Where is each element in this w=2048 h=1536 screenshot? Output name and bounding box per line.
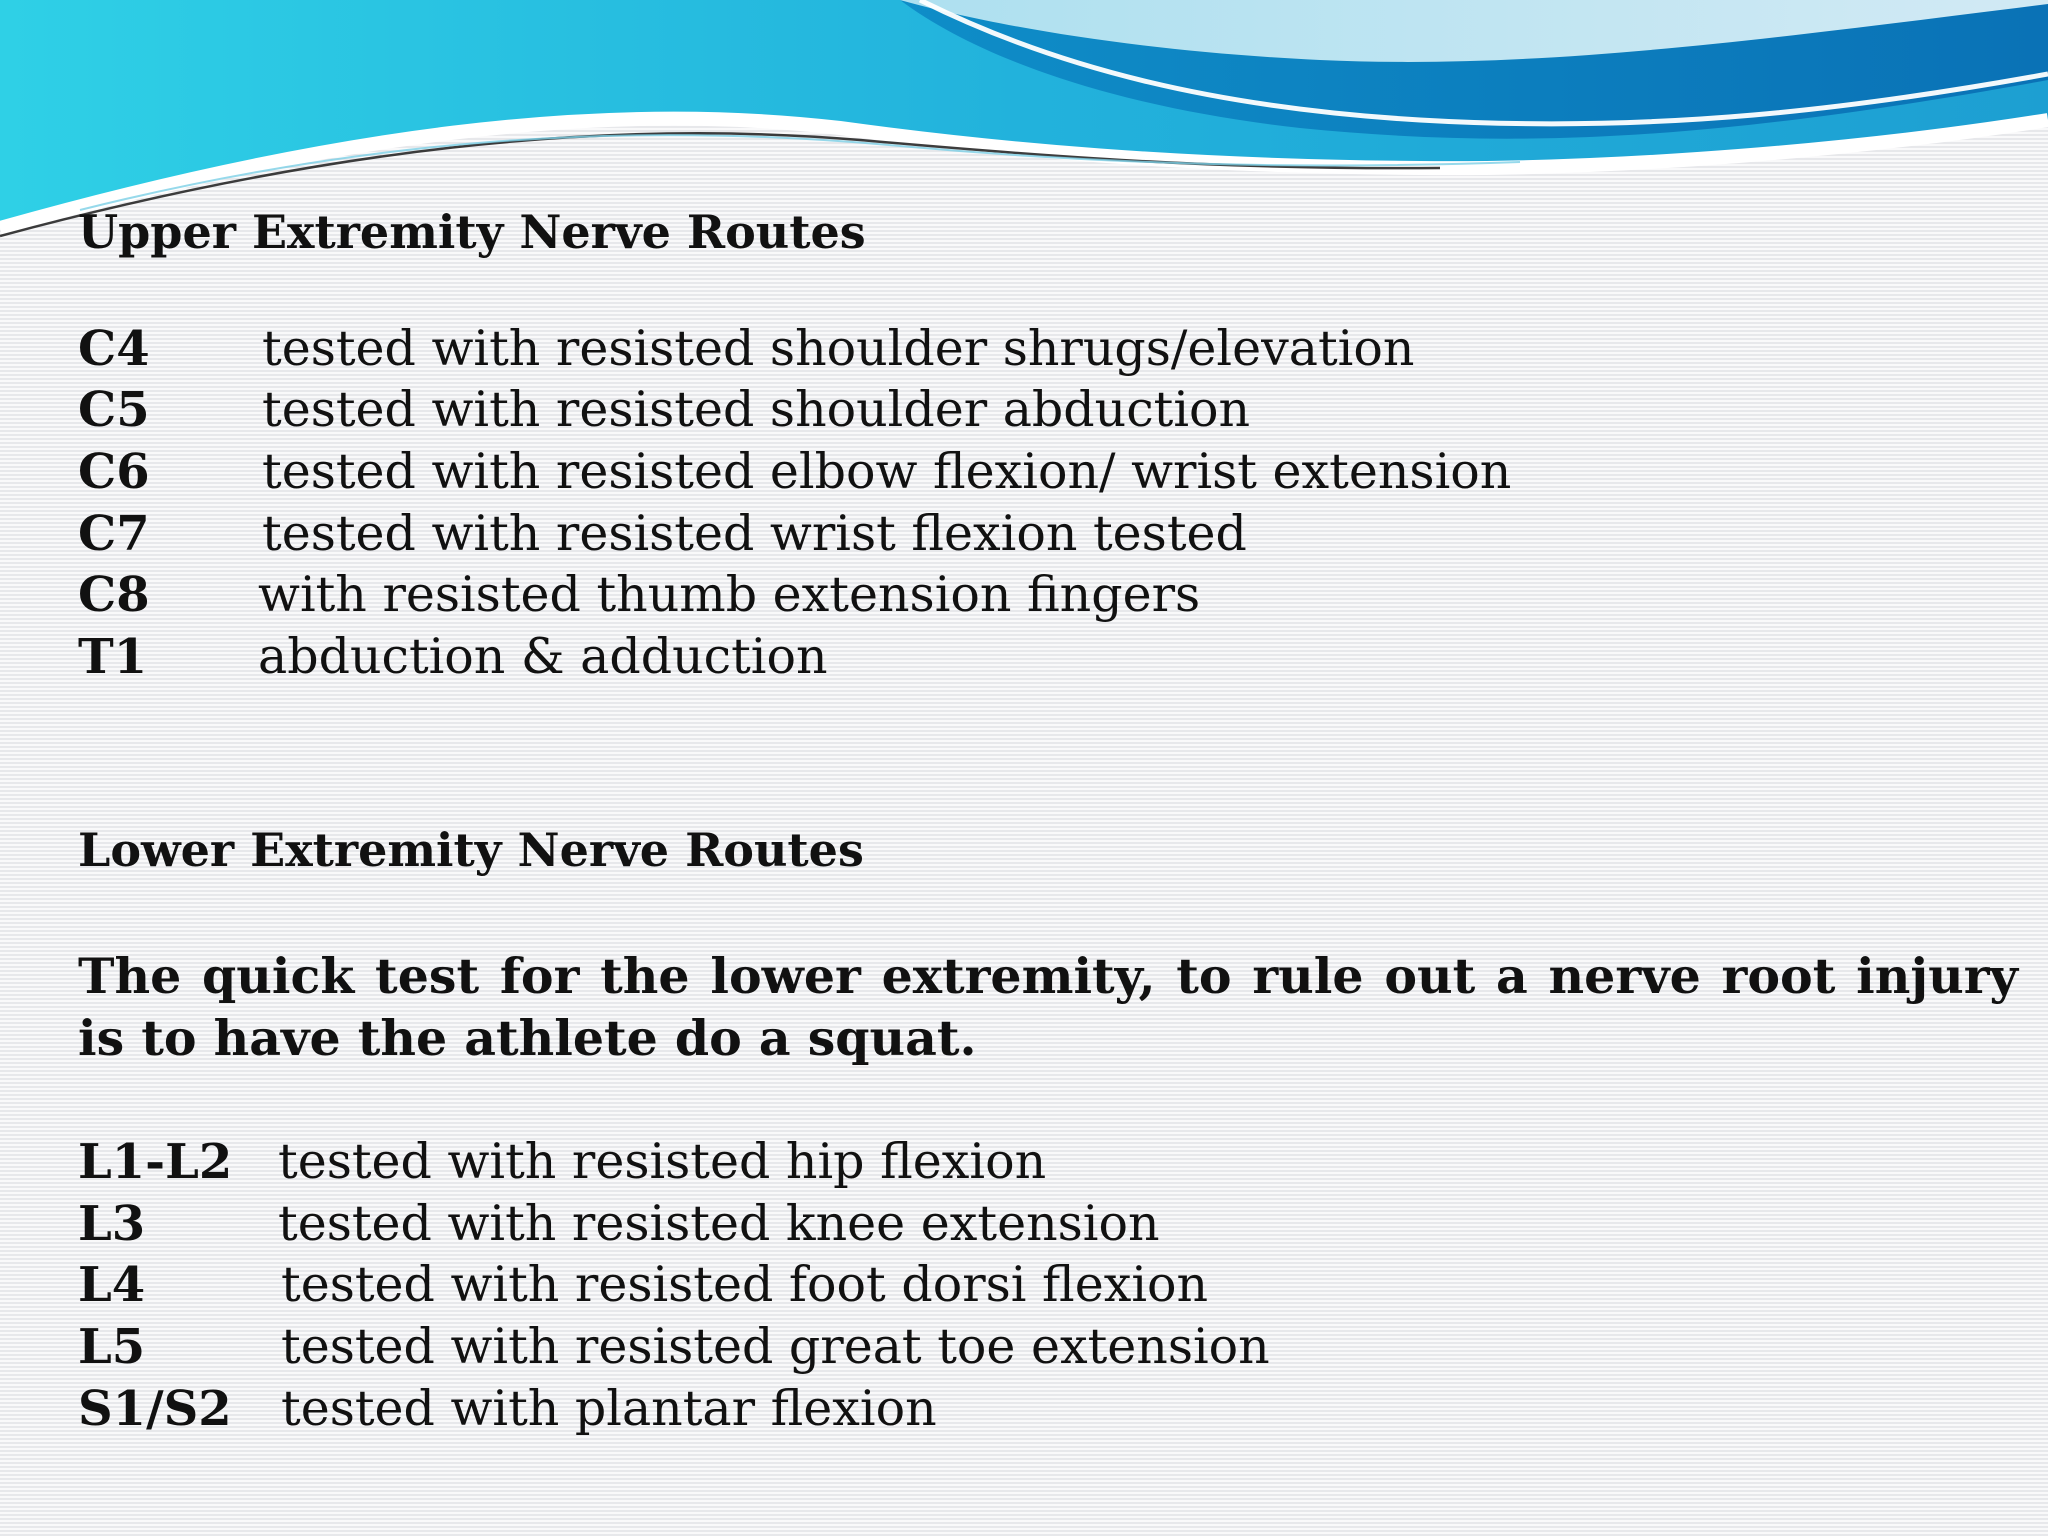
nerve-code: C8 [78, 567, 150, 623]
header-wave-decoration [0, 0, 2048, 240]
nerve-test-description: tested with resisted shoulder shrugs/elevation [262, 320, 1415, 377]
nerve-test-description: tested with resisted hip flexion [278, 1133, 1047, 1190]
nerve-code: L3 [78, 1196, 146, 1252]
nerve-code: C7 [78, 506, 150, 562]
nerve-code: L4 [78, 1257, 146, 1313]
nerve-test-description: tested with plantar flexion [281, 1380, 937, 1437]
nerve-code: T1 [78, 629, 148, 685]
nerve-code: L5 [78, 1319, 146, 1375]
nerve-test-description: tested with resisted knee extension [278, 1195, 1160, 1252]
nerve-test-description: tested with resisted wrist flexion tested [262, 505, 1247, 562]
lower-extremity-heading: Lower Extremity Nerve Routes [78, 823, 864, 877]
nerve-code: C6 [78, 444, 150, 500]
nerve-test-description: tested with resisted elbow flexion/ wrist extension [262, 443, 1512, 500]
nerve-test-description: with resisted thumb extension fingers [258, 566, 1201, 623]
nerve-code: L1-L2 [78, 1134, 233, 1190]
nerve-test-description: tested with resisted foot dorsi flexion [281, 1256, 1209, 1313]
nerve-test-description: abduction & adduction [258, 628, 828, 685]
nerve-code: S1/S2 [78, 1381, 232, 1437]
nerve-test-description: tested with resisted great toe extension [281, 1318, 1270, 1375]
upper-extremity-heading: Upper Extremity Nerve Routes [78, 205, 866, 259]
nerve-code: C5 [78, 382, 150, 438]
nerve-test-description: tested with resisted shoulder abduction [262, 381, 1251, 438]
quick-test-paragraph: The quick test for the lower extremity, to rule out a nerve root injury is to have the athlete do a squat. [78, 947, 2018, 1067]
nerve-code: C4 [78, 321, 150, 377]
